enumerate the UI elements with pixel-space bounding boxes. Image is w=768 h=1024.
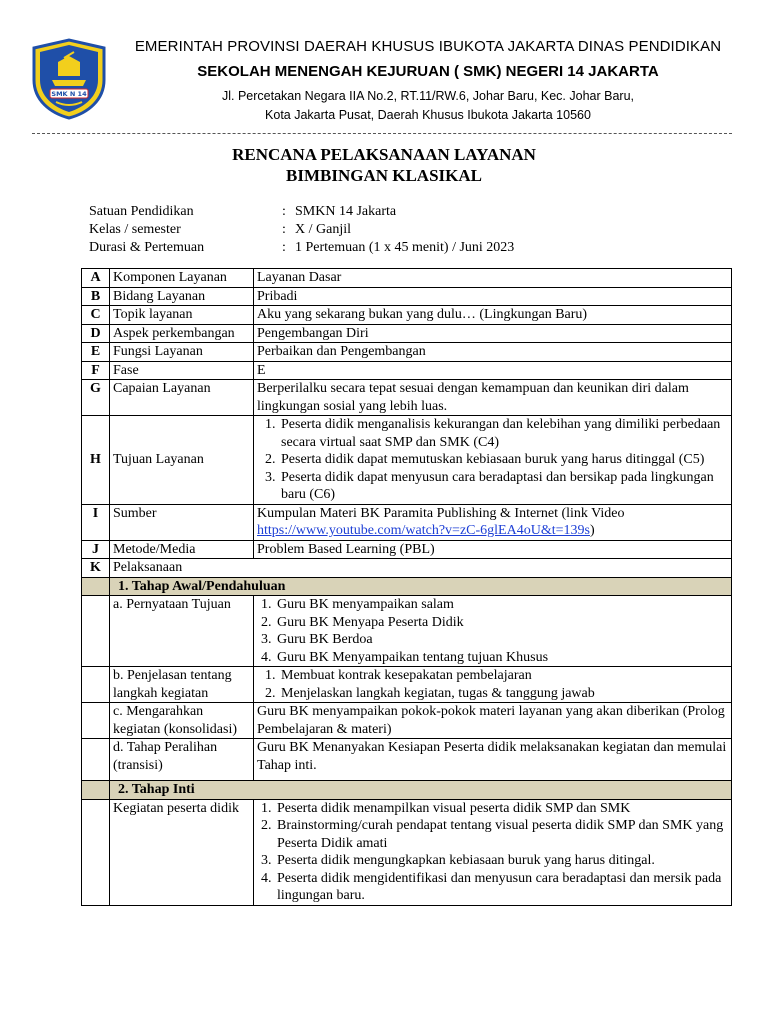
row-label: Aspek perkembangan — [110, 324, 254, 343]
row-value — [254, 416, 732, 505]
row-letter: E — [82, 343, 110, 362]
row-label: c. Mengarahkan kegiatan (konsolidasi) — [110, 703, 254, 739]
row-label: Pelaksanaan — [110, 559, 732, 578]
meta-value: X / Ganjil — [295, 222, 351, 237]
row-label: a. Pernyataan Tujuan — [110, 596, 254, 667]
objectives-list — [257, 416, 728, 504]
meta-colon: : — [282, 240, 286, 255]
row-value — [254, 596, 732, 667]
row-letter: G — [82, 380, 110, 416]
list-item: 2. Peserta didik dapat memutuskan kebiasaan buruk yang harus ditinggal (C5) — [279, 451, 728, 469]
row-letter: H — [82, 416, 110, 505]
row-value: Pengembangan Diri — [254, 324, 732, 343]
row-value: Layanan Dasar — [254, 269, 732, 288]
row-label: Topik layanan — [110, 306, 254, 325]
list-item: 1. Guru BK menyampaikan salam — [275, 596, 728, 614]
row-letter: F — [82, 361, 110, 380]
table-row — [82, 380, 732, 416]
document-title: RENCANA PELAKSANAAN LAYANAN — [232, 145, 536, 164]
section-title: 1. Tahap Awal/Pendahuluan — [110, 577, 732, 596]
row-value: E — [254, 361, 732, 380]
row-letter: D — [82, 324, 110, 343]
section-spacer — [82, 577, 110, 596]
row-label: b. Penjelasan tentang langkah kegiatan — [110, 667, 254, 703]
header-school-name: SEKOLAH MENENGAH KEJURUAN ( SMK) NEGERI 14 JAKARTA — [197, 63, 659, 80]
empty-cell — [82, 667, 110, 703]
row-value: Perbaikan dan Pengembangan — [254, 343, 732, 362]
list-item: 1. Peserta didik menganalisis kekurangan dan kelebihan yang dimiliki perbedaan secara virtual saat SMP dan SMK (C4) — [279, 416, 728, 451]
header-address-line1: Jl. Percetakan Negara IIA No.2, RT.11/RW.6, Johar Baru, Kec. Johar Baru, — [221, 89, 634, 103]
row-label: Sumber — [110, 504, 254, 540]
list-item: 2. Brainstorming/curah pendapat tentang visual peserta didik SMP dan SMK yang Peserta Didik amati — [275, 817, 728, 852]
table-row — [82, 667, 732, 703]
row-value: Berperilalku secara tepat sesuai dengan kemampuan dan keunikan diri dalam lingkungan sosial yang lebih luas. — [254, 380, 732, 416]
row-letter: B — [82, 287, 110, 306]
table-row — [82, 287, 732, 306]
row-letter: K — [82, 559, 110, 578]
empty-cell — [82, 596, 110, 667]
row-value — [254, 504, 732, 540]
table-row — [82, 596, 732, 667]
row-letter: C — [82, 306, 110, 325]
list-item: 2. Guru BK Menyapa Peserta Didik — [275, 614, 728, 632]
header-address-line2: Kota Jakarta Pusat, Daerah Khusus Ibukota Jakarta 10560 — [265, 108, 591, 122]
row-label: Kegiatan peserta didik — [110, 799, 254, 905]
list-item: 3. Peserta didik mengungkapkan kebiasaan buruk yang harus ditingal. — [275, 852, 728, 870]
logo-lettering: SMK N 14 — [51, 90, 87, 98]
meta-value: SMKN 14 Jakarta — [295, 204, 397, 219]
meta-colon: : — [282, 222, 286, 237]
steps-list — [257, 667, 728, 702]
list-item: 3. Peserta didik dapat menyusun cara beradaptasi dan bersikap pada lingkungan baru (C6) — [279, 469, 728, 504]
table-row — [82, 504, 732, 540]
source-text: Kumpulan Materi BK Paramita Publishing & Internet (link Video — [257, 505, 625, 521]
header-divider — [32, 133, 732, 134]
empty-cell — [82, 739, 110, 781]
row-value: Pribadi — [254, 287, 732, 306]
table-row — [82, 559, 732, 578]
meta-block — [89, 203, 514, 257]
header-agency: EMERINTAH PROVINSI DAERAH KHUSUS IBUKOTA JAKARTA DINAS PENDIDIKAN — [134, 38, 722, 55]
row-label: d. Tahap Peralihan (transisi) — [110, 739, 254, 781]
list-item: 4. Guru BK Menyampaikan tentang tujuan Khusus — [275, 649, 728, 667]
plan-table — [81, 268, 732, 906]
empty-cell — [82, 703, 110, 739]
list-item: 1. Membuat kontrak kesepakatan pembelajaran — [279, 667, 728, 685]
table-row — [82, 799, 732, 905]
greeting-list — [257, 596, 728, 666]
row-label: Fase — [110, 361, 254, 380]
table-row — [82, 703, 732, 739]
row-letter: I — [82, 504, 110, 540]
table-row — [82, 540, 732, 559]
video-link[interactable]: https://www.youtube.com/watch?v=zC-6glEA4oU&t=139s — [257, 523, 590, 538]
meta-label: Kelas / semester — [89, 222, 181, 237]
row-label: Metode/Media — [110, 540, 254, 559]
list-item: 4. Peserta didik mengidentifikasi dan menyusun cara beradaptasi dan mersik pada lingungan baru. — [275, 870, 728, 905]
section-title: 2. Tahap Inti — [110, 781, 732, 800]
list-item: 1. Peserta didik menampilkan visual peserta didik SMP dan SMK — [275, 800, 728, 818]
row-letter: A — [82, 269, 110, 288]
table-row — [82, 416, 732, 505]
row-label: Fungsi Layanan — [110, 343, 254, 362]
meta-row — [89, 221, 514, 239]
table-row — [82, 361, 732, 380]
list-item: 2. Menjelaskan langkah kegiatan, tugas & tanggung jawab — [279, 685, 728, 703]
row-label: Capaian Layanan — [110, 380, 254, 416]
row-label: Komponen Layanan — [110, 269, 254, 288]
table-row — [82, 306, 732, 325]
table-row — [82, 269, 732, 288]
section-spacer — [82, 781, 110, 800]
activities-list — [257, 800, 728, 905]
meta-row — [89, 203, 514, 221]
school-logo — [28, 36, 110, 120]
table-row — [82, 324, 732, 343]
row-value: Guru BK Menanyakan Kesiapan Peserta didik melaksanakan kegiatan dan memulai Tahap inti. — [254, 739, 732, 781]
row-label: Tujuan Layanan — [110, 416, 254, 505]
row-label: Bidang Layanan — [110, 287, 254, 306]
source-suffix: ) — [589, 523, 595, 538]
empty-cell — [82, 799, 110, 905]
table-row — [82, 343, 732, 362]
section-header — [82, 577, 732, 596]
meta-colon: : — [282, 204, 286, 219]
row-value — [254, 799, 732, 905]
row-value: Guru BK menyampaikan pokok-pokok materi layanan yang akan diberikan (Prolog Pembelajaran & materi) — [254, 703, 732, 739]
document-subtitle: BIMBINGAN KLASIKAL — [285, 166, 482, 185]
table-row — [82, 739, 732, 781]
row-value: Aku yang sekarang bukan yang dulu… (Lingkungan Baru) — [254, 306, 732, 325]
row-value: Problem Based Learning (PBL) — [254, 540, 732, 559]
meta-value: 1 Pertemuan (1 x 45 menit) / Juni 2023 — [295, 240, 515, 255]
meta-label: Satuan Pendidikan — [89, 204, 194, 219]
row-letter: J — [82, 540, 110, 559]
list-item: 3. Guru BK Berdoa — [275, 631, 728, 649]
row-value — [254, 667, 732, 703]
section-header — [82, 781, 732, 800]
meta-label: Durasi & Pertemuan — [89, 240, 205, 255]
meta-row — [89, 239, 514, 257]
